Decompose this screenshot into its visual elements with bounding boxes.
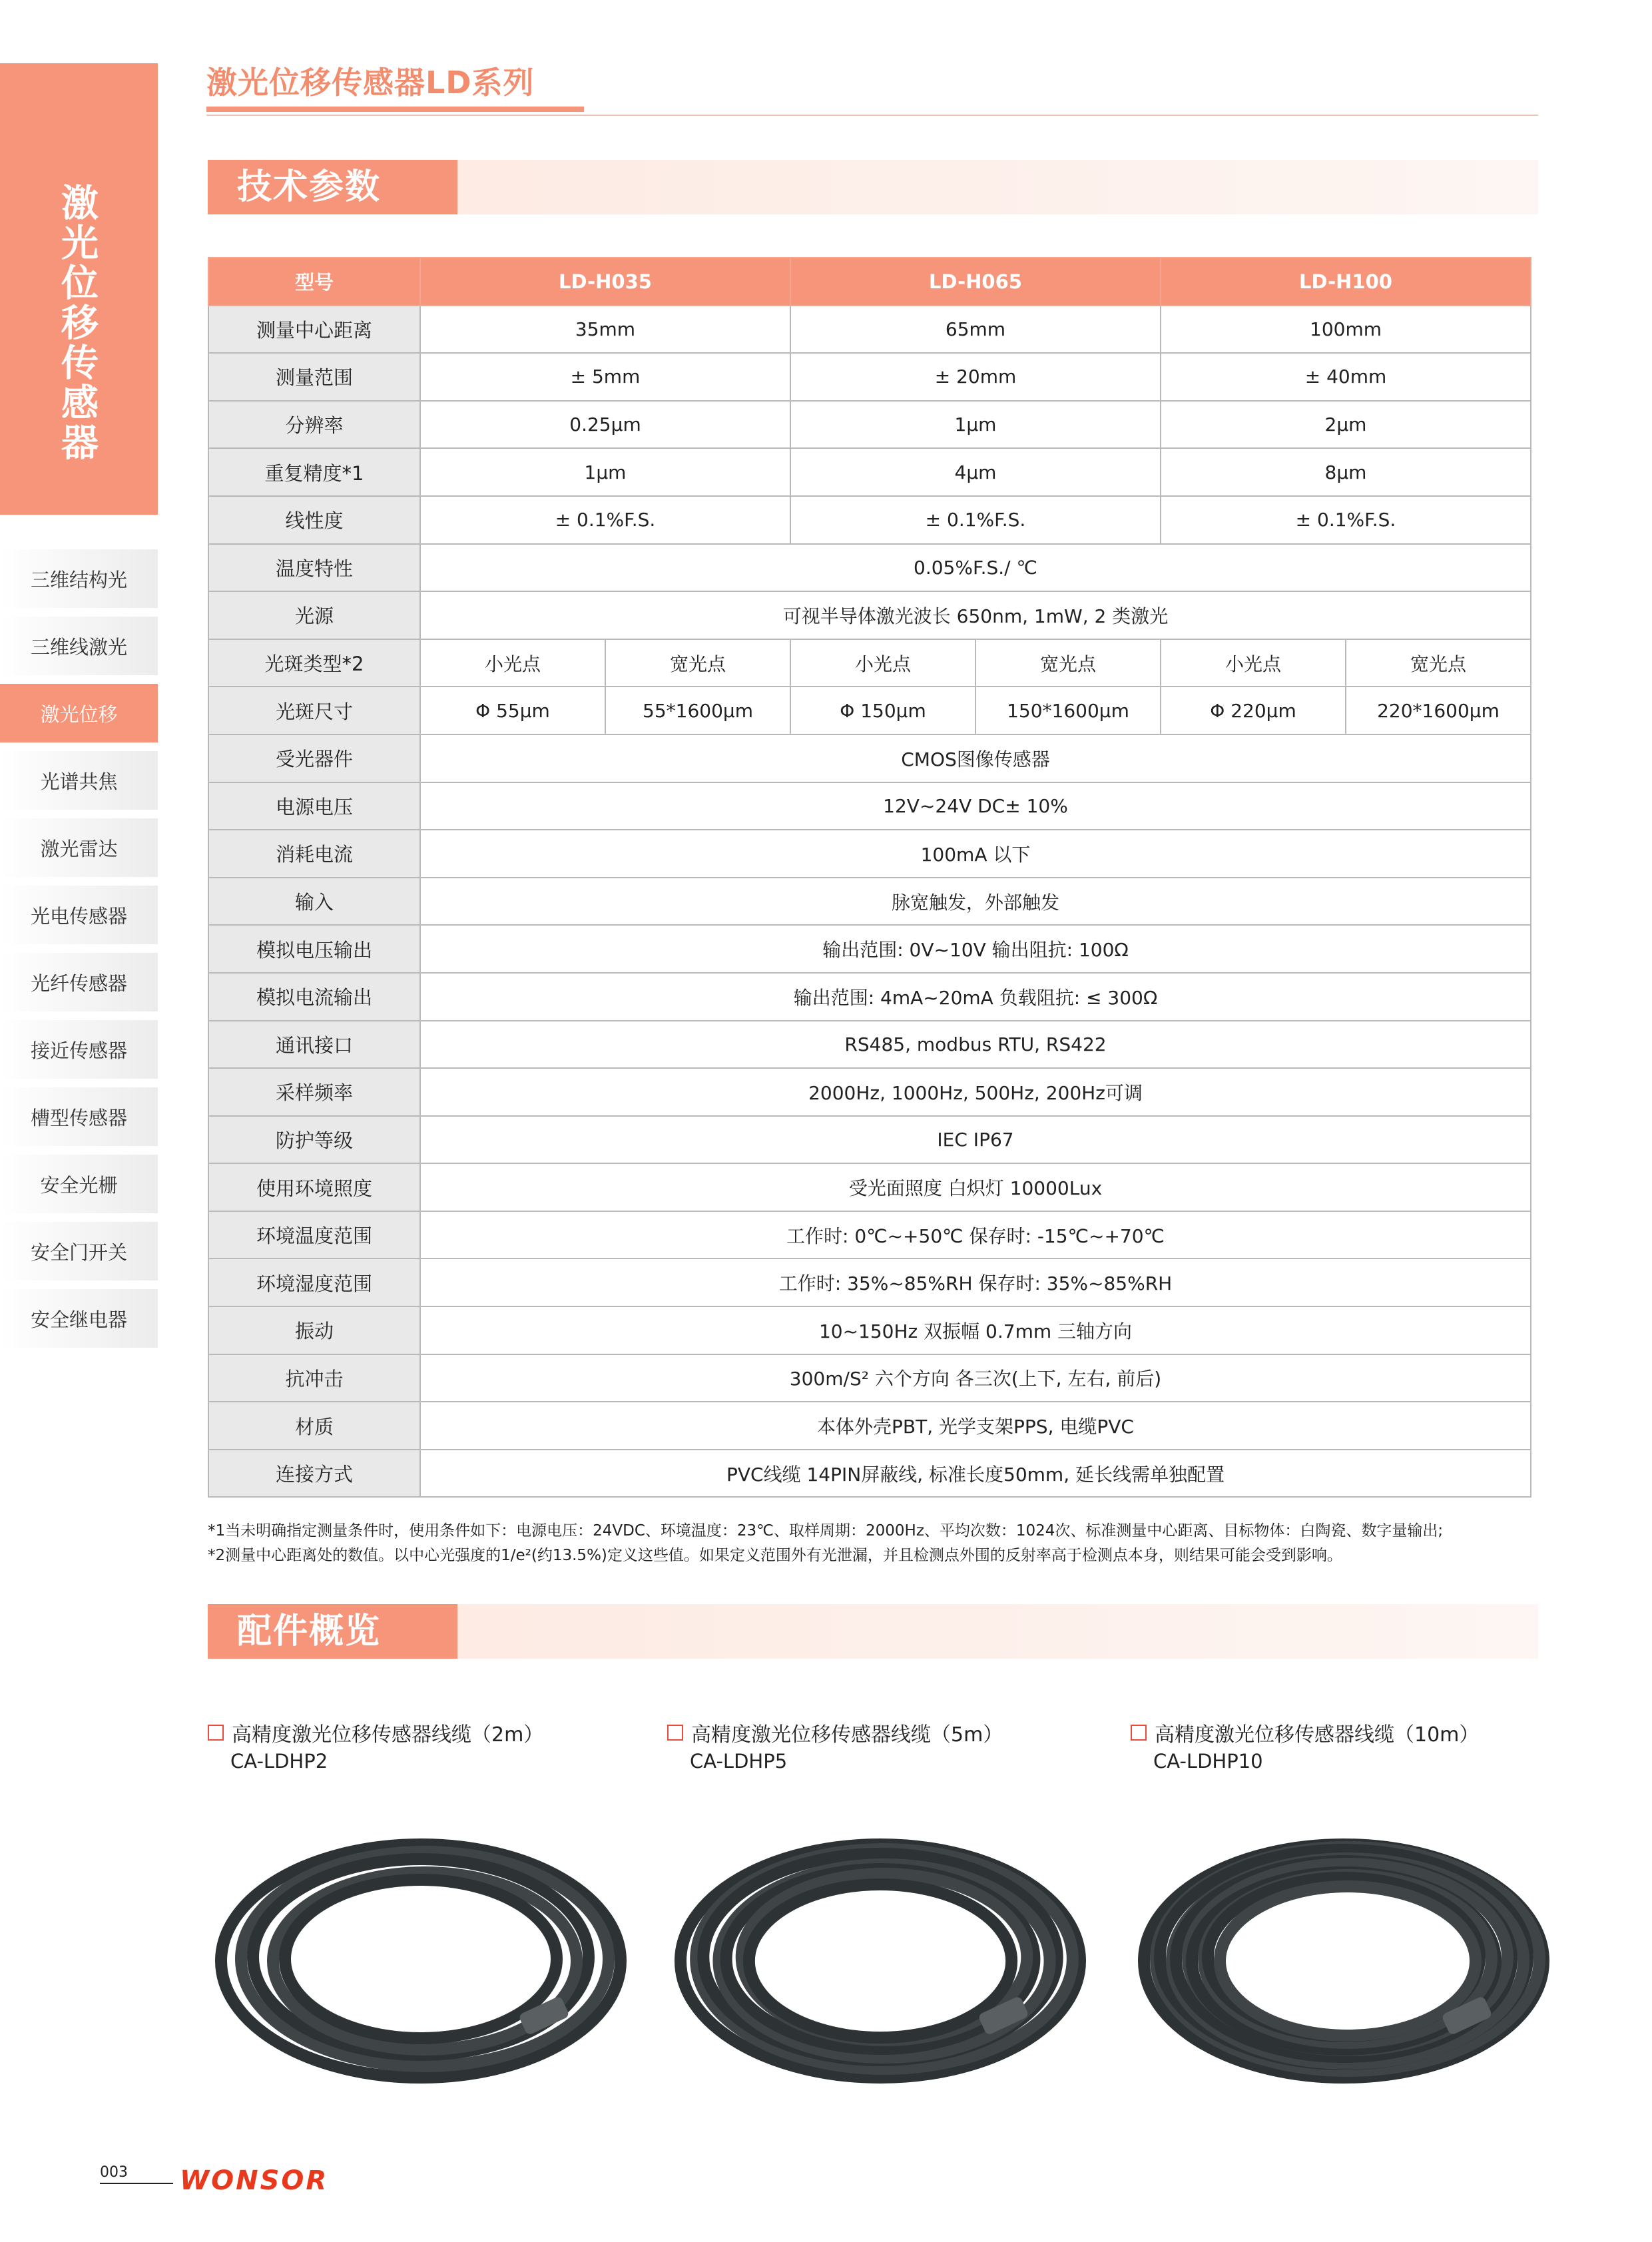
section-accessories-band (208, 1604, 1538, 1659)
section-accessories-title: 配件概览 (208, 1604, 457, 1659)
table-cell: RS485, modbus RTU, RS422 (420, 1021, 1531, 1069)
row-label: 测量范围 (208, 353, 420, 401)
table-cell: Φ 150μm (790, 687, 975, 734)
table-row (208, 496, 1531, 544)
sidebar-item-3d-structured-light[interactable]: 三维结构光 (0, 549, 158, 608)
table-header-row (208, 258, 1531, 306)
table-row (208, 544, 1531, 592)
row-label: 光斑尺寸 (208, 687, 420, 734)
page-title: 激光位移传感器LD系列 (206, 65, 535, 101)
table-cell: 受光面照度 白炽灯 10000Lux (420, 1163, 1531, 1211)
table-row (208, 1306, 1531, 1354)
table-row (208, 973, 1531, 1021)
table-row (208, 1354, 1531, 1402)
table-cell: 0.25μm (420, 401, 790, 449)
footnotes (208, 1519, 1546, 1568)
table-row (208, 448, 1531, 496)
row-label: 线性度 (208, 496, 420, 544)
accessory-title: 高精度激光位移传感器线缆（10m） (1155, 1723, 1480, 1747)
row-label: 受光器件 (208, 734, 420, 782)
table-cell: ± 20mm (790, 353, 1161, 401)
table-cell: 宽光点 (605, 639, 790, 687)
checkbox-icon (1131, 1725, 1147, 1741)
accessory-card[interactable] (1131, 1718, 1557, 1773)
table-row (208, 353, 1531, 401)
table-cell: ± 5mm (420, 353, 790, 401)
sidebar-item-safety-light-curtain[interactable]: 安全光栅 (0, 1155, 158, 1213)
sidebar-title: 激光位移传感器 (55, 183, 99, 463)
table-cell: 工作时: 0℃~+50℃ 保存时: -15℃~+70℃ (420, 1211, 1531, 1259)
sidebar-item-photoelectric[interactable]: 光电传感器 (0, 886, 158, 944)
row-label: 抗冲击 (208, 1354, 420, 1402)
row-label: 温度特性 (208, 544, 420, 592)
sidebar-item-laser-displacement[interactable]: 激光位移 (0, 684, 158, 742)
table-row (208, 1211, 1531, 1259)
table-cell: ± 0.1%F.S. (420, 496, 790, 544)
table-cell: ± 0.1%F.S. (790, 496, 1161, 544)
page-number: 003 (100, 2164, 128, 2181)
table-cell: 可视半导体激光波长 650nm, 1mW, 2 类激光 (420, 591, 1531, 639)
table-cell: 220*1600μm (1346, 687, 1531, 734)
footnote: *1当未明确指定测量条件时，使用条件如下：电源电压：24VDC、环境温度：23℃、取样周期：2000Hz、平均次数：1024次、标准测量中心距离、目标物体：白陶瓷、数字量输出; (208, 1522, 1444, 1540)
checkbox-icon (208, 1725, 224, 1741)
row-label: 连接方式 (208, 1450, 420, 1498)
row-label: 通讯接口 (208, 1021, 420, 1069)
row-label: 材质 (208, 1402, 420, 1450)
cable-loop (749, 1884, 1011, 2038)
table-row (208, 925, 1531, 973)
spec-table (208, 257, 1531, 1498)
brand-logo: WONSOR (180, 2165, 329, 2196)
sidebar-item-lidar[interactable]: 激光雷达 (0, 818, 158, 877)
table-cell: 脉宽触发，外部触发 (420, 878, 1531, 926)
row-label: 分辨率 (208, 401, 420, 449)
accessory-code: CA-LDHP5 (690, 1750, 788, 1773)
table-cell: ± 0.1%F.S. (1161, 496, 1531, 544)
table-cell: 300m/S² 六个方向 各三次(上下, 左右, 前后) (420, 1354, 1531, 1402)
row-label: 使用环境照度 (208, 1163, 420, 1211)
table-cell: 小光点 (420, 639, 605, 687)
table-header-cell: LD-H100 (1161, 258, 1531, 306)
footnote: *2测量中心距离处的数值。以中心光强度的1/e²(约13.5%)定义这些值。如果定义范围外有光泄漏，并且检测点外围的反射率高于检测点本身，则结果可能会受到影响。 (208, 1547, 1342, 1564)
sidebar-nav (0, 549, 158, 1356)
row-label: 采样频率 (208, 1068, 420, 1116)
table-cell: 宽光点 (1346, 639, 1531, 687)
table-cell: 55*1600μm (605, 687, 790, 734)
table-cell: IEC IP67 (420, 1116, 1531, 1164)
section-spec-title: 技术参数 (208, 160, 457, 214)
table-cell: 小光点 (1161, 639, 1346, 687)
accessory-card[interactable] (208, 1718, 634, 1773)
cable-loop (1220, 1886, 1476, 2036)
row-label: 振动 (208, 1306, 420, 1354)
accessory-code: CA-LDHP10 (1153, 1750, 1263, 1773)
sidebar-item-3d-line-laser[interactable]: 三维线激光 (0, 617, 158, 675)
row-label: 电源电压 (208, 782, 420, 830)
row-label: 防护等级 (208, 1116, 420, 1164)
table-cell: 8μm (1161, 448, 1531, 496)
table-cell: 0.05%F.S./ ℃ (420, 544, 1531, 592)
sidebar-item-proximity[interactable]: 接近传感器 (0, 1020, 158, 1079)
footer-divider (100, 2183, 173, 2184)
table-row (208, 734, 1531, 782)
row-label: 模拟电流输出 (208, 973, 420, 1021)
table-cell: 1μm (420, 448, 790, 496)
table-cell: PVC线缆 14PIN屏蔽线, 标准长度50mm, 延长线需单独配置 (420, 1450, 1531, 1498)
row-label: 光斑类型*2 (208, 639, 420, 687)
table-header-cell: LD-H065 (790, 258, 1161, 306)
table-cell: Φ 220μm (1161, 687, 1346, 734)
row-label: 环境温度范围 (208, 1211, 420, 1259)
table-row (208, 639, 1531, 687)
table-cell: 本体外壳PBT, 光学支架PPS, 电缆PVC (420, 1402, 1531, 1450)
row-label: 输入 (208, 878, 420, 926)
table-cell: 输出范围: 4mA~20mA 负载阻抗: ≤ 300Ω (420, 973, 1531, 1021)
table-cell: 小光点 (790, 639, 975, 687)
table-header-cell: 型号 (208, 258, 420, 306)
table-cell: Φ 55μm (420, 687, 605, 734)
sidebar-title-block (0, 63, 158, 515)
table-cell: 100mm (1161, 306, 1531, 354)
table-row (208, 1259, 1531, 1306)
table-row (208, 878, 1531, 926)
row-label: 重复精度*1 (208, 448, 420, 496)
table-cell: 100mA 以下 (420, 830, 1531, 878)
accessory-code: CA-LDHP2 (230, 1750, 328, 1773)
table-cell: 35mm (420, 306, 790, 354)
table-row (208, 1163, 1531, 1211)
table-cell: 输出范围: 0V~10V 输出阻抗: 100Ω (420, 925, 1531, 973)
table-cell: CMOS图像传感器 (420, 734, 1531, 782)
sidebar-item-safety-door-switch[interactable]: 安全门开关 (0, 1222, 158, 1280)
table-row (208, 830, 1531, 878)
row-label: 测量中心距离 (208, 306, 420, 354)
cable-loop (285, 1880, 557, 2038)
row-label: 模拟电压输出 (208, 925, 420, 973)
sidebar-item-fiber[interactable]: 光纤传感器 (0, 953, 158, 1011)
table-cell: 65mm (790, 306, 1161, 354)
sidebar-item-slot[interactable]: 槽型传感器 (0, 1087, 158, 1146)
cable-coil-image (1131, 1805, 1557, 2111)
accessory-card[interactable] (667, 1718, 1093, 1773)
table-cell: 工作时: 35%~85%RH 保存时: 35%~85%RH (420, 1259, 1531, 1306)
row-label: 环境湿度范围 (208, 1259, 420, 1306)
sidebar-item-spectral-confocal[interactable]: 光谱共焦 (0, 751, 158, 810)
table-cell: 2000Hz, 1000Hz, 500Hz, 200Hz可调 (420, 1068, 1531, 1116)
table-row (208, 306, 1531, 354)
table-row (208, 1402, 1531, 1450)
table-cell: 宽光点 (975, 639, 1161, 687)
table-row (208, 1021, 1531, 1069)
table-row (208, 591, 1531, 639)
table-row (208, 401, 1531, 449)
cable-coil-image (667, 1805, 1093, 2111)
table-cell: 10~150Hz 双振幅 0.7mm 三轴方向 (420, 1306, 1531, 1354)
table-cell: 12V~24V DC± 10% (420, 782, 1531, 830)
title-divider (206, 115, 1538, 116)
table-row (208, 1450, 1531, 1498)
row-label: 消耗电流 (208, 830, 420, 878)
table-row (208, 1116, 1531, 1164)
section-spec-band (208, 160, 1538, 214)
table-cell: 150*1600μm (975, 687, 1161, 734)
sidebar-item-safety-relay[interactable]: 安全继电器 (0, 1289, 158, 1348)
table-cell: 4μm (790, 448, 1161, 496)
accessory-title: 高精度激光位移传感器线缆（2m） (232, 1723, 544, 1747)
table-cell: 1μm (790, 401, 1161, 449)
table-row (208, 687, 1531, 734)
table-cell: ± 40mm (1161, 353, 1531, 401)
table-row (208, 782, 1531, 830)
cable-coil-image (208, 1805, 634, 2111)
table-cell: 2μm (1161, 401, 1531, 449)
table-header-cell: LD-H035 (420, 258, 790, 306)
accessory-title: 高精度激光位移传感器线缆（5m） (691, 1723, 1003, 1747)
table-row (208, 1068, 1531, 1116)
row-label: 光源 (208, 591, 420, 639)
checkbox-icon (667, 1725, 683, 1741)
title-accent-bar (206, 107, 584, 112)
